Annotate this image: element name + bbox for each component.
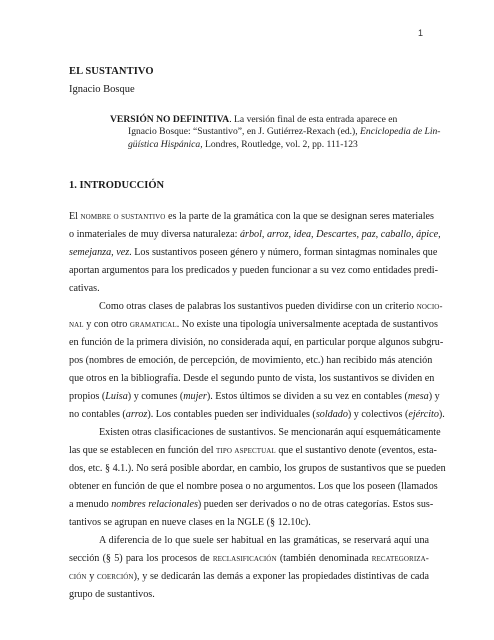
- draft-version-note: [110, 114, 440, 151]
- paragraph-1-line: El nombre o sustantivo es la parte de la gramática con la que se designan seres materiales: [69, 211, 434, 222]
- note-line-2: [110, 126, 440, 138]
- paragraph-1-line: aportan argumentos para los predicados y pueden funcionar a su vez como entidades predi-: [69, 265, 438, 276]
- paragraph-3-line: a menudo nombres relacionales) pueden ser derivados o no de otras categorías. Estos sus-: [69, 499, 434, 510]
- paragraph-3-line: las que se establecen en función del tipo aspectual que el sustantivo denote (eventos, esta-: [69, 445, 437, 456]
- paragraph-2-line: que otros en la bibliografía. Desde el segundo punto de vista, los sustantivos se dividen en: [69, 373, 435, 384]
- paragraph-1-line: cativas.: [69, 283, 100, 294]
- note-text: . La versión final de esta entrada aparece en: [229, 114, 398, 125]
- note-italic-text: güística Hispánica,: [128, 138, 203, 150]
- note-text: Londres, Routledge, vol. 2, pp. 111-123: [202, 138, 358, 150]
- paragraph-1-line: semejanza, vez. Los sustantivos poseen género y número, forman sintagmas nominales que: [69, 247, 438, 258]
- note-line-3: [110, 139, 440, 151]
- paragraph-3-line: obtener en función de que el nombre posea o no argumentos. Los que los poseen (llamados: [69, 481, 438, 492]
- body-text: [69, 208, 446, 604]
- paragraph-2-line: nal y con otro gramatical. No existe una tipología universalmente aceptada de sustantivos: [69, 319, 438, 330]
- note-italic-text: Enciclopedia de Lin-: [360, 126, 441, 138]
- paragraph-2-line: no contables (arroz). Los contables pueden ser individuales (soldado) y colectivos (ejército).: [69, 409, 445, 420]
- paragraph-2-line: pos (nombres de emoción, de percepción, de movimiento, etc.) han recibido más atención: [69, 355, 433, 366]
- paragraph-4-line: A diferencia de lo que suele ser habitual en las gramáticas, se reservará aquí una: [99, 535, 429, 546]
- page-number: 1: [418, 28, 424, 38]
- note-bold-label: VERSIÓN NO DEFINITIVA: [110, 114, 230, 125]
- paragraph-3-line: tantivos se agrupan en nueve clases en la NGLE (§ 12.10c).: [69, 517, 311, 528]
- paragraph-2-line: Como otras clases de palabras los sustantivos pueden dividirse con un criterio nocio-: [99, 301, 443, 312]
- paragraph-4-line: ción y coerción), y se dedicarán las demás a exponer las propiedades distintivas de cada: [69, 571, 429, 582]
- paragraph-3-line: Existen otras clasificaciones de sustantivos. Se mencionarán aquí esquemáticamente: [99, 427, 441, 438]
- paragraph-3-line: dos, etc. § 4.1.). No será posible abordar, en cambio, los grupos de sustantivos que se pueden: [69, 463, 446, 474]
- paragraph-4-line: grupo de sustantivos.: [69, 589, 155, 600]
- note-text: Ignacio Bosque: “Sustantivo”, en J. Gutiérrez-Rexach (ed.),: [128, 126, 361, 138]
- paragraph-4-line: sección (§ 5) para los procesos de reclasificación (también denominada recategoriza-: [69, 553, 429, 564]
- paragraph-2-line: en función de la primera división, no considerada aquí, en particular porque algunos subgru-: [69, 337, 444, 348]
- note-line-1: [110, 114, 440, 126]
- paragraph-2-line: propios (Luisa) y comunes (mujer). Estos últimos se dividen a su vez en contables (mesa) y: [69, 391, 440, 402]
- author-name: Ignacio Bosque: [69, 84, 135, 95]
- article-title: EL SUSTANTIVO: [69, 66, 154, 77]
- paragraph-1-line: o inmateriales de muy diversa naturaleza: árbol, arroz, idea, Descartes, paz, caballo, ápice,: [69, 229, 441, 240]
- section-heading: 1. INTRODUCCIÓN: [69, 180, 165, 191]
